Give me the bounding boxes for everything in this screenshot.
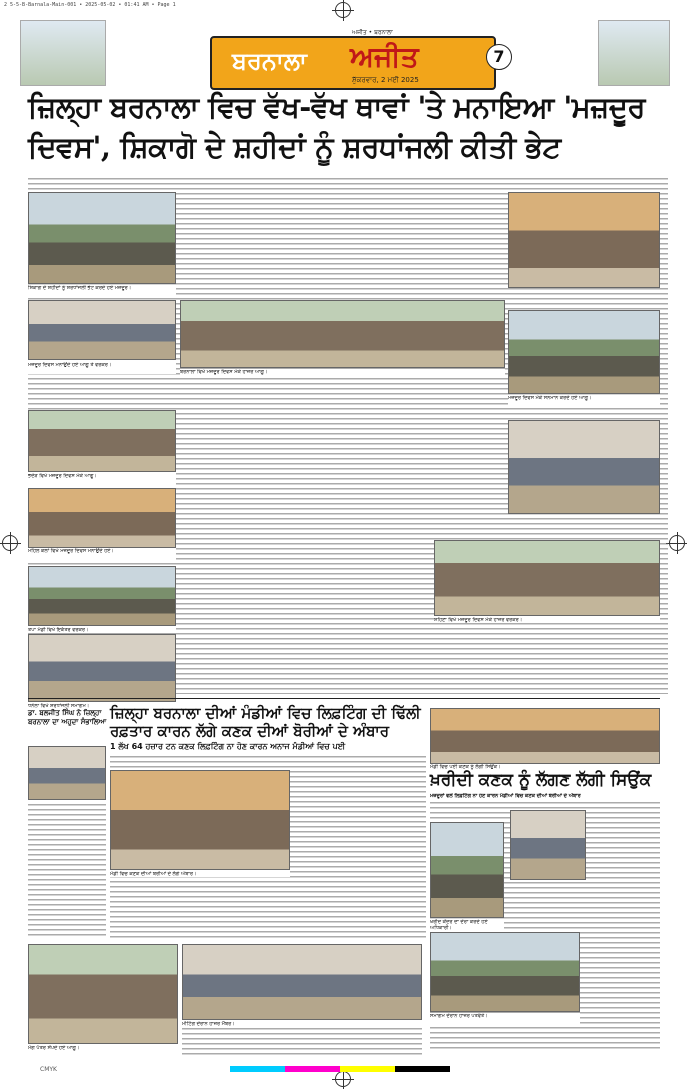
photo-bottom-3	[430, 932, 580, 1012]
masthead-paper-name: ਅਜੀਤ	[350, 40, 419, 73]
photo-rally-wide	[180, 300, 505, 368]
photo-rally-5	[28, 566, 176, 626]
registration-mark-left	[2, 535, 18, 551]
caption-5: ਤਪਾ ਮੰਡੀ ਵਿਖੇ ਇਕੱਤਰ ਵਰਕਰ।	[28, 627, 176, 633]
bottom-story-body	[182, 1028, 422, 1056]
footer-color-mark: CMYK	[40, 1066, 57, 1073]
photo-rally-3	[28, 410, 176, 472]
caption-7: ਬਰਨਾਲਾ ਵਿਖੇ ਮਜ਼ਦੂਰ ਦਿਵਸ ਮੌਕੇ ਹਾਜ਼ਰ ਆਗੂ।	[180, 369, 505, 375]
section-divider	[28, 698, 660, 699]
photo-rally-right-2	[508, 310, 660, 394]
small-story-body	[28, 804, 106, 938]
photo-rally-right-4	[434, 540, 660, 616]
caption-11: ਮੰਡੀ ਵਿਚ ਪਈ ਕਣਕ ਨੂੰ ਲੱਗੀ ਸਿਉਂਕ।	[430, 764, 660, 770]
termite-subhead: ਮਜ਼ਦੂਰਾਂ ਵਲੋਂ ਲਿਫ਼ਟਿੰਗ ਨਾ ਹੋਣ ਕਾਰਨ ਮੰਡੀਆਂ ਵਿਚ ਕਣਕ ਦੀਆਂ ਬੋਰੀਆਂ ਦੇ ਅੰਬਾਰ	[430, 793, 581, 799]
photo-rally-right-3	[508, 420, 660, 514]
caption-13: ਮੰਗ ਪੱਤਰ ਸੌਂਪਦੇ ਹੋਏ ਆਗੂ।	[28, 1045, 178, 1057]
photo-termite	[430, 822, 504, 918]
masthead-tagline: ਅਜੀਤ • ਬਰਨਾਲਾ	[352, 29, 393, 36]
color-bar	[230, 1066, 450, 1072]
masthead	[14, 12, 673, 90]
masthead-photo-left	[20, 20, 106, 86]
photo-wheat-stock	[430, 708, 660, 764]
small-story-headline-2: ਬਰਨਾਲਾ ਦਾ ਅਹੁਦਾ ਸੰਭਾਲਿਆ	[28, 717, 107, 726]
caption-8: ਮਜ਼ਦੂਰ ਦਿਵਸ ਮੌਕੇ ਸਨਮਾਨ ਕਰਦੇ ਹੋਏ ਆਗੂ।	[508, 395, 660, 407]
photo-rally-right-1	[508, 192, 660, 288]
caption-15: ਸਮਾਗਮ ਦੌਰਾਨ ਹਾਜ਼ਰ ਪਤਵੰਤੇ।	[430, 1013, 580, 1025]
caption-14: ਮੀਟਿੰਗ ਦੌਰਾਨ ਹਾਜ਼ਰ ਮੈਂਬਰ।	[182, 1021, 422, 1027]
lifting-headline: ਜ਼ਿਲ੍ਹਾ ਬਰਨਾਲਾ ਦੀਆਂ ਮੰਡੀਆਂ ਵਿਚ ਲਿਫ਼ਟਿੰਗ ਦੀ ਢਿੱਲੀ	[110, 704, 421, 722]
caption-4: ਮਹਿਲ ਕਲਾਂ ਵਿਖੇ ਮਜ਼ਦੂਰ ਦਿਵਸ ਮਨਾਉਂਦੇ ਹੋਏ।	[28, 548, 176, 560]
masthead-photo-right	[598, 20, 670, 86]
photo-bottom-1	[28, 944, 178, 1044]
caption-3: ਭਦੌੜ ਵਿਖੇ ਮਜ਼ਦੂਰ ਦਿਵਸ ਮੌਕੇ ਆਗੂ।	[28, 473, 176, 485]
registration-mark-right	[669, 535, 685, 551]
page-number: 7	[486, 44, 512, 70]
photo-rally-2	[28, 300, 176, 360]
masthead-date: ਸ਼ੁੱਕਰਵਾਰ, 2 ਮਈ 2025	[352, 76, 419, 84]
lifting-subhead: ਰਫ਼ਤਾਰ ਕਾਰਨ ਲੱਗੇ ਕਣਕ ਦੀਆਂ ਬੋਰੀਆਂ ਦੇ ਅੰਬਾਰ	[110, 722, 390, 740]
caption-9: ਸ਼ਹਿਣਾ ਵਿਖੇ ਮਜ਼ਦੂਰ ਦਿਵਸ ਮੌਕੇ ਹਾਜ਼ਰ ਵਰਕਰ।	[434, 617, 660, 623]
photo-bottom-2	[182, 944, 422, 1020]
small-story-headline-1: ਡਾ. ਬਲਜੀਤ ਸਿੰਘ ਨੇ ਜ਼ਿਲ੍ਹਾ	[28, 708, 102, 717]
print-slug: 2 5-5-B-Barnala-Main-001 • 2025-05-02 • 01:41 AM • Page 1	[4, 2, 176, 8]
masthead-city: ਬਰਨਾਲਾ	[232, 46, 307, 75]
photo-wheat-sacks	[110, 770, 290, 870]
registration-mark-bottom	[335, 1071, 351, 1087]
masthead-logo	[210, 29, 505, 90]
photo-rally-4	[28, 488, 176, 548]
lead-headline-line-1: ਜ਼ਿਲ੍ਹਾ ਬਰਨਾਲਾ ਵਿਚ ਵੱਖ-ਵੱਖ ਥਾਵਾਂ 'ਤੇ ਮਨਾਇਆ 'ਮਜ਼ਦੂਰ	[28, 90, 645, 124]
photo-inspection	[510, 810, 586, 880]
lead-headline-line-2: ਦਿਵਸ', ਸ਼ਿਕਾਗੋ ਦੇ ਸ਼ਹੀਦਾਂ ਨੂੰ ਸ਼ਰਧਾਂਜਲੀ ਕੀਤੀ ਭੇਟ	[28, 130, 561, 164]
photo-rally-6	[28, 634, 176, 702]
caption-6: ਧਨੌਲਾ ਵਿਖੇ ਸ਼ਰਧਾਂਜਲੀ ਸਮਾਗਮ।	[28, 703, 176, 710]
photo-rally-1	[28, 192, 176, 284]
termite-headline: ਖ਼ਰੀਦੀ ਕਣਕ ਨੂੰ ਲੱਗਣ ਲੱਗੀ ਸਿਉਂਕ	[430, 770, 652, 790]
caption-1: ਸ਼ਿਕਾਗੋ ਦੇ ਸ਼ਹੀਦਾਂ ਨੂੰ ਸ਼ਰਧਾਂਜਲੀ ਭੇਟ ਕਰਦੇ ਹੋਏ ਮਜ਼ਦੂਰ।	[28, 285, 176, 298]
caption-12: ਖ਼ਰੀਦ ਕੇਂਦਰ ਦਾ ਦੌਰਾ ਕਰਦੇ ਹੋਏ ਅਧਿਕਾਰੀ।	[430, 919, 504, 931]
caption-2: ਮਜ਼ਦੂਰ ਦਿਵਸ ਮਨਾਉਂਦੇ ਹੋਏ ਆਗੂ ਤੇ ਵਰਕਰ।	[28, 362, 176, 374]
photo-portrait	[28, 746, 106, 800]
lifting-bullet: 1 ਲੱਖ 64 ਹਜ਼ਾਰ ਟਨ ਕਣਕ ਲਿਫ਼ਟਿੰਗ ਨਾ ਹੋਣ ਕਾਰਨ ਅਨਾਜ ਮੰਡੀਆਂ ਵਿਚ ਪਈ	[110, 742, 346, 751]
caption-10: ਮੰਡੀ ਵਿਚ ਕਣਕ ਦੀਆਂ ਬੋਰੀਆਂ ਦੇ ਲੱਗੇ ਅੰਬਾਰ।	[110, 871, 290, 877]
